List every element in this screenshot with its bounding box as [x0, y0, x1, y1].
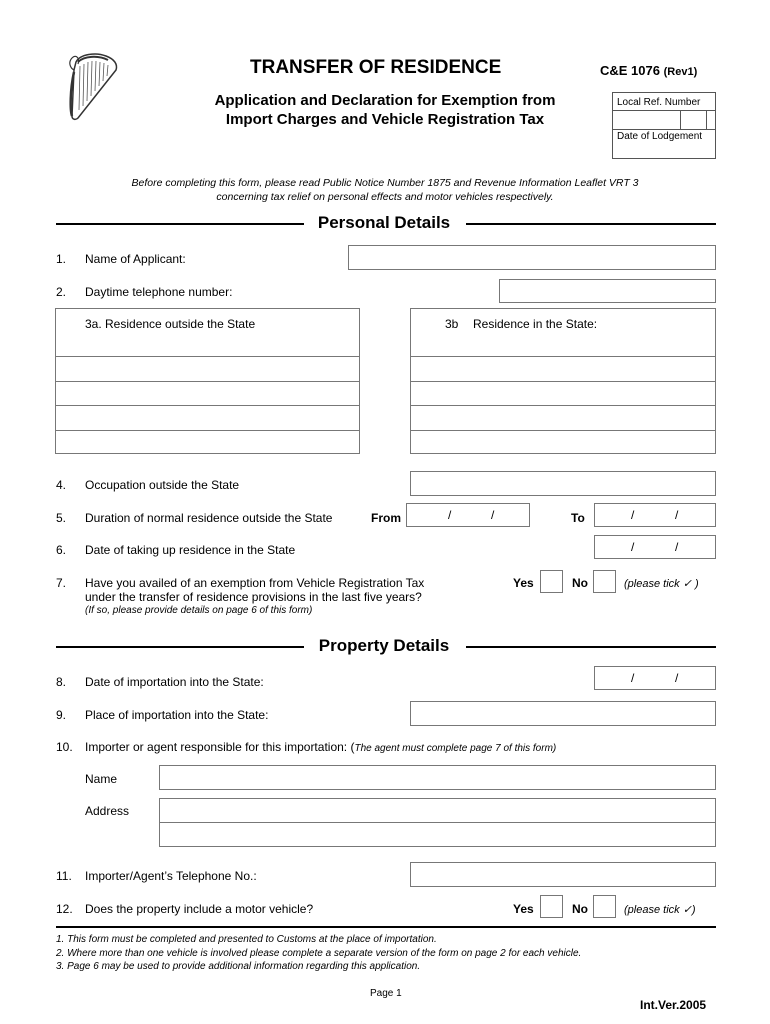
- page-number: Page 1: [370, 988, 402, 999]
- q1-number: 1.: [56, 252, 67, 266]
- intro-line-1: Before completing this form, please read Public Notice Number 1875 and Revenue Information Leaflet VRT 3: [131, 177, 639, 189]
- q7-no-label: No: [572, 576, 588, 590]
- residence-date-slash-1: /: [631, 540, 635, 554]
- local-ref-cell-divider: [706, 110, 707, 130]
- importation-date-field[interactable]: [594, 666, 716, 690]
- q9-label: Place of importation into the State:: [85, 708, 269, 722]
- q12-no-checkbox[interactable]: [593, 895, 616, 918]
- form-code-rev: (Rev1): [663, 66, 698, 78]
- from-date-slash-1: /: [448, 508, 452, 522]
- residence-outside-line-1[interactable]: [56, 356, 359, 357]
- q7-number: 7.: [56, 576, 67, 590]
- q10-label: [85, 740, 556, 754]
- to-date-field[interactable]: [594, 503, 716, 527]
- q5-label: Duration of normal residence outside the State: [85, 511, 333, 525]
- residence-outside-line-3[interactable]: [56, 405, 359, 406]
- residence-in-state-line-4[interactable]: [411, 430, 715, 431]
- personal-details-heading: Personal Details: [317, 213, 451, 232]
- q10-note: The agent must complete page 7 of this form): [354, 743, 557, 754]
- q9-number: 9.: [56, 708, 67, 722]
- q4-number: 4.: [56, 478, 67, 492]
- importation-date-slash-2: /: [675, 671, 679, 685]
- q10-text: Importer or agent responsible for this importation: (: [85, 740, 355, 754]
- q5-number: 5.: [56, 511, 67, 525]
- q3a-label: 3a. Residence outside the State: [85, 317, 256, 331]
- form-code: [600, 63, 697, 78]
- q8-number: 8.: [56, 675, 67, 689]
- residence-outside-line-4[interactable]: [56, 430, 359, 431]
- residence-in-state-line-2[interactable]: [411, 381, 715, 382]
- q11-number: 11.: [56, 869, 72, 883]
- to-date-slash-1: /: [631, 508, 635, 522]
- residence-start-date-field[interactable]: [594, 535, 716, 559]
- footnote-2: 2. Where more than one vehicle is involved please complete a separate version of the form on page 2 for each vehicle.: [56, 947, 582, 959]
- q7-label-line-2: under the transfer of residence provisions in the last five years?: [85, 590, 422, 604]
- q3b-number: 3b: [445, 317, 459, 331]
- section-rule-right: [466, 223, 716, 225]
- q7-yes-label: Yes: [513, 576, 534, 590]
- q12-yes-checkbox[interactable]: [540, 895, 563, 918]
- q4-label: Occupation outside the State: [85, 478, 240, 492]
- section-rule-left: [56, 223, 304, 225]
- q12-yes-label: Yes: [513, 902, 534, 916]
- importer-name-field[interactable]: [159, 765, 716, 790]
- agent-telephone-field[interactable]: [410, 862, 716, 887]
- q7-yes-checkbox[interactable]: [540, 570, 563, 593]
- q8-label: Date of importation into the State:: [85, 675, 264, 689]
- residence-outside-line-2[interactable]: [56, 381, 359, 382]
- section-rule-right: [466, 646, 716, 648]
- importer-name-label: Name: [85, 772, 118, 786]
- to-label: To: [571, 511, 585, 525]
- q11-label: Importer/Agent’s Telephone No.:: [85, 869, 257, 883]
- footnote-3: 3. Page 6 may be used to provide additional information regarding this application.: [56, 961, 421, 972]
- from-date-field[interactable]: [406, 503, 530, 527]
- property-details-heading: Property Details: [318, 636, 450, 655]
- local-ref-label: Local Ref. Number: [617, 97, 701, 108]
- importation-date-slash-1: /: [631, 671, 635, 685]
- intro-line-2: concerning tax relief on personal effects and motor vehicles respectively.: [216, 191, 554, 203]
- intro-text: [60, 176, 710, 204]
- residence-date-slash-2: /: [675, 540, 679, 554]
- importation-place-field[interactable]: [410, 701, 716, 726]
- from-label: From: [371, 511, 401, 525]
- importer-address-label: Address: [85, 804, 130, 818]
- to-date-slash-2: /: [675, 508, 679, 522]
- q12-no-label: No: [572, 902, 588, 916]
- form-subtitle: [160, 91, 610, 129]
- q12-number: 12.: [56, 902, 73, 916]
- occupation-field[interactable]: [410, 471, 716, 496]
- q3b-label: Residence in the State:: [473, 317, 598, 331]
- form-title: TRANSFER OF RESIDENCE: [250, 57, 502, 78]
- footnote-rule: [56, 926, 716, 928]
- q6-label: Date of taking up residence in the State: [85, 543, 296, 557]
- q12-label: Does the property include a motor vehicle?: [85, 902, 314, 916]
- telephone-field[interactable]: [499, 279, 716, 303]
- q7-no-checkbox[interactable]: [593, 570, 616, 593]
- q7-note: (If so, please provide details on page 6 of this form): [85, 605, 313, 616]
- footnote-1: 1. This form must be completed and presented to Customs at the place of importation.: [56, 934, 437, 945]
- applicant-name-field[interactable]: [348, 245, 716, 270]
- section-rule-left: [56, 646, 304, 648]
- q7-label-line-1: Have you availed of an exemption from Vehicle Registration Tax: [85, 576, 425, 590]
- harp-logo: [66, 50, 124, 124]
- local-ref-divider: [613, 110, 715, 111]
- form-version: Int.Ver.2005: [640, 998, 707, 1012]
- form-code-number: C&E 1076: [600, 63, 660, 78]
- importer-address-divider: [160, 822, 715, 823]
- footnotes: [56, 933, 581, 974]
- subtitle-line-1: Application and Declaration for Exemption from: [214, 92, 556, 109]
- q1-label: Name of Applicant:: [85, 252, 186, 266]
- residence-in-state-line-1[interactable]: [411, 356, 715, 357]
- q7-tick-note: (please tick ✓ ): [624, 578, 699, 590]
- subtitle-line-2: Import Charges and Vehicle Registration Tax: [225, 111, 545, 128]
- from-date-slash-2: /: [491, 508, 495, 522]
- q12-tick-note: (please tick ✓): [624, 904, 696, 916]
- date-lodgement-label: Date of Lodgement: [617, 131, 703, 142]
- q6-number: 6.: [56, 543, 67, 557]
- local-ref-cell-divider: [680, 110, 681, 130]
- q2-number: 2.: [56, 285, 67, 299]
- q10-number: 10.: [56, 740, 73, 754]
- residence-in-state-line-3[interactable]: [411, 405, 715, 406]
- q2-label: Daytime telephone number:: [85, 285, 233, 299]
